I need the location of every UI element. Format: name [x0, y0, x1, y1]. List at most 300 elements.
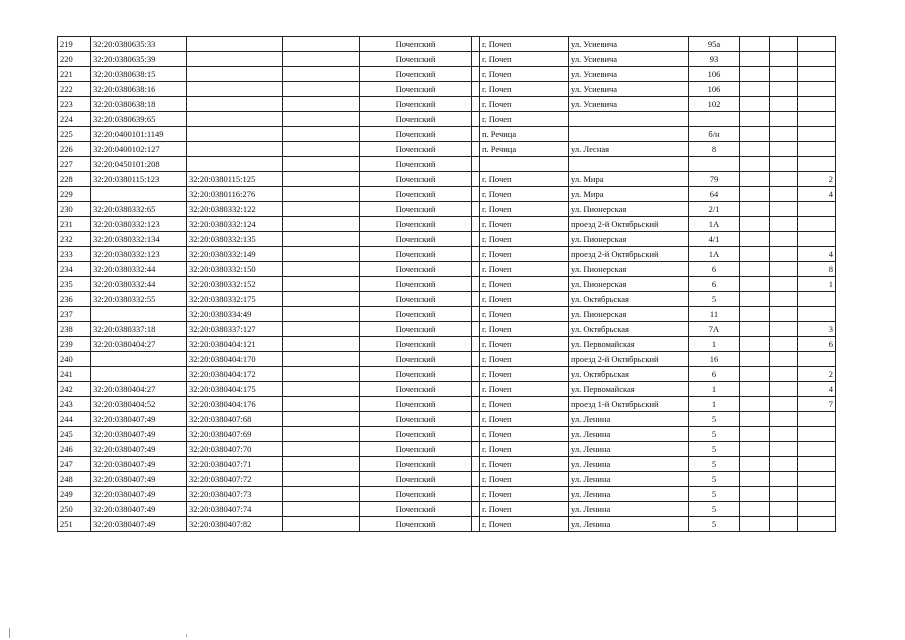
cell-extra-column-2: [770, 217, 798, 232]
cell-house-number: 8: [689, 142, 740, 157]
cell-empty-column: [283, 472, 360, 487]
cell-district: Почепский: [360, 277, 472, 292]
cell-extra-column-2: [770, 232, 798, 247]
cell-cadastral-number-2: 32:20:0380332:175: [187, 292, 283, 307]
cell-street: ул. Усиевича: [569, 37, 689, 52]
cell-row-number: 236: [58, 292, 91, 307]
cell-district: Почепский: [360, 397, 472, 412]
cell-house-number: 5: [689, 292, 740, 307]
cell-cadastral-number-2: [187, 127, 283, 142]
cell-cadastral-number: 32:20:0380635:33: [91, 37, 187, 52]
cell-locality: г. Почеп: [480, 202, 569, 217]
table-row: [58, 172, 836, 187]
cell-quantity: [798, 307, 836, 322]
cell-house-number: 64: [689, 187, 740, 202]
cell-spacer-column: [472, 82, 480, 97]
cell-cadastral-number-2: [187, 157, 283, 172]
cell-empty-column: [283, 112, 360, 127]
cell-empty-column: [283, 67, 360, 82]
cell-house-number: б/н: [689, 127, 740, 142]
cell-empty-column: [283, 277, 360, 292]
cell-street: ул. Пионерская: [569, 277, 689, 292]
cell-cadastral-number-2: 32:20:0380404:121: [187, 337, 283, 352]
cell-row-number: 243: [58, 397, 91, 412]
table-row: [58, 67, 836, 82]
cell-locality: г. Почеп: [480, 67, 569, 82]
cell-empty-column: [283, 52, 360, 67]
cell-cadastral-number-2: 32:20:0380407:70: [187, 442, 283, 457]
cell-row-number: 225: [58, 127, 91, 142]
cell-district: Почепский: [360, 367, 472, 382]
cell-district: Почепский: [360, 337, 472, 352]
cell-extra-column-2: [770, 202, 798, 217]
cell-quantity: 6: [798, 337, 836, 352]
cell-district: Почепский: [360, 67, 472, 82]
cell-extra-column-1: [740, 97, 770, 112]
cell-street: проезд 1-й Октябрьский: [569, 397, 689, 412]
cell-extra-column-1: [740, 337, 770, 352]
cell-cadastral-number: 32:20:0380407:49: [91, 517, 187, 532]
cell-empty-column: [283, 457, 360, 472]
cell-quantity: [798, 127, 836, 142]
cell-spacer-column: [472, 172, 480, 187]
cell-cadastral-number-2: [187, 37, 283, 52]
cell-district: Почепский: [360, 262, 472, 277]
cell-quantity: [798, 232, 836, 247]
cell-extra-column-1: [740, 457, 770, 472]
cell-house-number: 93: [689, 52, 740, 67]
cell-extra-column-2: [770, 397, 798, 412]
cell-cadastral-number-2: 32:20:0380332:122: [187, 202, 283, 217]
cell-district: Почепский: [360, 382, 472, 397]
cell-empty-column: [283, 247, 360, 262]
cell-quantity: 4: [798, 187, 836, 202]
cell-district: Почепский: [360, 487, 472, 502]
cell-extra-column-2: [770, 82, 798, 97]
cell-cadastral-number-2: [187, 82, 283, 97]
cell-extra-column-1: [740, 322, 770, 337]
cell-empty-column: [283, 232, 360, 247]
cell-house-number: 6: [689, 277, 740, 292]
cell-empty-column: [283, 127, 360, 142]
cell-extra-column-1: [740, 397, 770, 412]
cell-row-number: 223: [58, 97, 91, 112]
cell-cadastral-number-2: 32:20:0380407:82: [187, 517, 283, 532]
cell-extra-column-2: [770, 337, 798, 352]
table-row: [58, 397, 836, 412]
cell-district: Почепский: [360, 517, 472, 532]
cell-quantity: [798, 67, 836, 82]
cell-spacer-column: [472, 502, 480, 517]
cell-extra-column-1: [740, 82, 770, 97]
table-row: [58, 82, 836, 97]
cell-street: проезд 2-й Октябрьский: [569, 352, 689, 367]
cell-locality: г. Почеп: [480, 52, 569, 67]
cell-cadastral-number-2: 32:20:0380404:175: [187, 382, 283, 397]
cell-cadastral-number: 32:20:0380639:65: [91, 112, 187, 127]
cell-extra-column-2: [770, 52, 798, 67]
cell-quantity: [798, 52, 836, 67]
cell-cadastral-number-2: 32:20:0380337:127: [187, 322, 283, 337]
cell-district: Почепский: [360, 292, 472, 307]
cell-locality: г. Почеп: [480, 307, 569, 322]
table-row: [58, 112, 836, 127]
cell-spacer-column: [472, 307, 480, 322]
cell-house-number: 5: [689, 412, 740, 427]
cell-spacer-column: [472, 352, 480, 367]
cell-street: ул. Ленина: [569, 442, 689, 457]
cell-locality: г. Почеп: [480, 337, 569, 352]
cell-row-number: 238: [58, 322, 91, 337]
cell-house-number: 79: [689, 172, 740, 187]
cell-locality: г. Почеп: [480, 247, 569, 262]
cell-extra-column-2: [770, 502, 798, 517]
cell-cadastral-number: [91, 307, 187, 322]
cell-spacer-column: [472, 427, 480, 442]
cell-cadastral-number-2: [187, 67, 283, 82]
cell-spacer-column: [472, 457, 480, 472]
cell-row-number: 241: [58, 367, 91, 382]
cell-locality: г. Почеп: [480, 217, 569, 232]
cell-cadastral-number-2: 32:20:0380404:170: [187, 352, 283, 367]
cell-cadastral-number: 32:20:0380638:16: [91, 82, 187, 97]
cell-empty-column: [283, 382, 360, 397]
cell-house-number: 95а: [689, 37, 740, 52]
cell-cadastral-number-2: 32:20:0380332:124: [187, 217, 283, 232]
cell-cadastral-number: 32:20:0380635:39: [91, 52, 187, 67]
cell-quantity: [798, 487, 836, 502]
cell-cadastral-number: [91, 352, 187, 367]
cell-street: ул. Октябрьская: [569, 292, 689, 307]
cell-row-number: 226: [58, 142, 91, 157]
cell-extra-column-2: [770, 67, 798, 82]
cell-cadastral-number: 32:20:0400101:1149: [91, 127, 187, 142]
cell-spacer-column: [472, 232, 480, 247]
cell-quantity: 4: [798, 382, 836, 397]
cell-empty-column: [283, 337, 360, 352]
cell-house-number: 11: [689, 307, 740, 322]
cell-extra-column-2: [770, 517, 798, 532]
cell-cadastral-number: 32:20:0380404:27: [91, 337, 187, 352]
table-row: [58, 382, 836, 397]
cell-locality: г. Почеп: [480, 382, 569, 397]
cell-quantity: 1: [798, 277, 836, 292]
cell-extra-column-2: [770, 157, 798, 172]
cell-street: ул. Ленина: [569, 427, 689, 442]
table-row: [58, 52, 836, 67]
cell-house-number: 1А: [689, 217, 740, 232]
cell-cadastral-number: 32:20:0380404:52: [91, 397, 187, 412]
table-row: [58, 457, 836, 472]
cell-extra-column-2: [770, 187, 798, 202]
cell-locality: г. Почеп: [480, 397, 569, 412]
cell-locality: г. Почеп: [480, 487, 569, 502]
cell-extra-column-1: [740, 502, 770, 517]
cell-district: Почепский: [360, 157, 472, 172]
cell-house-number: 7А: [689, 322, 740, 337]
cell-spacer-column: [472, 67, 480, 82]
cell-quantity: [798, 442, 836, 457]
table-row: [58, 412, 836, 427]
cell-row-number: 229: [58, 187, 91, 202]
cell-extra-column-2: [770, 292, 798, 307]
cell-house-number: [689, 157, 740, 172]
cell-house-number: 5: [689, 517, 740, 532]
cell-cadastral-number: 32:20:0380404:27: [91, 382, 187, 397]
cell-empty-column: [283, 307, 360, 322]
cell-locality: г. Почеп: [480, 112, 569, 127]
cell-district: Почепский: [360, 127, 472, 142]
cell-quantity: 7: [798, 397, 836, 412]
cell-cadastral-number: 32:20:0380407:49: [91, 502, 187, 517]
cell-street: ул. Первомайская: [569, 382, 689, 397]
cell-empty-column: [283, 427, 360, 442]
cell-extra-column-2: [770, 352, 798, 367]
cell-cadastral-number: 32:20:0380638:15: [91, 67, 187, 82]
cell-district: Почепский: [360, 427, 472, 442]
cell-house-number: 5: [689, 487, 740, 502]
cell-extra-column-2: [770, 37, 798, 52]
cell-house-number: 102: [689, 97, 740, 112]
cell-locality: [480, 157, 569, 172]
cell-quantity: [798, 157, 836, 172]
cell-district: Почепский: [360, 52, 472, 67]
cell-locality: г. Почеп: [480, 367, 569, 382]
cell-empty-column: [283, 97, 360, 112]
cell-extra-column-1: [740, 67, 770, 82]
cell-house-number: 106: [689, 82, 740, 97]
cell-extra-column-1: [740, 187, 770, 202]
cell-empty-column: [283, 292, 360, 307]
cell-extra-column-2: [770, 442, 798, 457]
cell-quantity: [798, 412, 836, 427]
cell-row-number: 232: [58, 232, 91, 247]
cell-district: Почепский: [360, 37, 472, 52]
table-row: [58, 157, 836, 172]
cell-row-number: 221: [58, 67, 91, 82]
cell-extra-column-1: [740, 142, 770, 157]
cell-row-number: 242: [58, 382, 91, 397]
cell-house-number: 5: [689, 502, 740, 517]
cell-street: ул. Ленина: [569, 487, 689, 502]
cell-street: ул. Пионерская: [569, 307, 689, 322]
table-row: [58, 517, 836, 532]
cell-extra-column-1: [740, 382, 770, 397]
cell-house-number: 1: [689, 337, 740, 352]
cell-cadastral-number: 32:20:0380332:123: [91, 217, 187, 232]
table-row: [58, 307, 836, 322]
table-row: [58, 427, 836, 442]
cell-spacer-column: [472, 322, 480, 337]
cell-locality: г. Почеп: [480, 412, 569, 427]
cell-quantity: 3: [798, 322, 836, 337]
cell-cadastral-number-2: 32:20:0380116:276: [187, 187, 283, 202]
cell-street: ул. Усиевича: [569, 82, 689, 97]
cell-street: ул. Первомайская: [569, 337, 689, 352]
cell-quantity: 2: [798, 172, 836, 187]
cell-cadastral-number: 32:20:0380407:49: [91, 442, 187, 457]
cell-extra-column-2: [770, 367, 798, 382]
cell-locality: г. Почеп: [480, 37, 569, 52]
cell-quantity: [798, 82, 836, 97]
cell-quantity: [798, 472, 836, 487]
cell-district: Почепский: [360, 457, 472, 472]
cell-quantity: [798, 457, 836, 472]
cell-locality: г. Почеп: [480, 172, 569, 187]
cell-extra-column-1: [740, 427, 770, 442]
cell-row-number: 219: [58, 37, 91, 52]
cell-district: Почепский: [360, 502, 472, 517]
cell-extra-column-1: [740, 292, 770, 307]
cell-extra-column-1: [740, 277, 770, 292]
cell-house-number: 6: [689, 367, 740, 382]
cell-cadastral-number-2: [187, 142, 283, 157]
cell-district: Почепский: [360, 202, 472, 217]
cell-spacer-column: [472, 142, 480, 157]
cell-cadastral-number: 32:20:0380407:49: [91, 427, 187, 442]
cell-locality: п. Речица: [480, 142, 569, 157]
cell-spacer-column: [472, 112, 480, 127]
table-row: [58, 247, 836, 262]
cell-district: Почепский: [360, 247, 472, 262]
cell-locality: г. Почеп: [480, 472, 569, 487]
cell-locality: г. Почеп: [480, 97, 569, 112]
cell-house-number: 6: [689, 262, 740, 277]
cell-row-number: 234: [58, 262, 91, 277]
table-row: [58, 487, 836, 502]
cell-locality: г. Почеп: [480, 427, 569, 442]
cell-empty-column: [283, 157, 360, 172]
cell-district: Почепский: [360, 217, 472, 232]
cell-extra-column-1: [740, 157, 770, 172]
cell-empty-column: [283, 412, 360, 427]
cell-spacer-column: [472, 37, 480, 52]
cell-extra-column-2: [770, 427, 798, 442]
cell-extra-column-1: [740, 52, 770, 67]
cell-cadastral-number-2: 32:20:0380334:49: [187, 307, 283, 322]
cell-house-number: 1А: [689, 247, 740, 262]
cell-district: Почепский: [360, 412, 472, 427]
cell-house-number: 5: [689, 442, 740, 457]
cell-quantity: [798, 427, 836, 442]
cell-district: Почепский: [360, 142, 472, 157]
cell-locality: г. Почеп: [480, 232, 569, 247]
cell-locality: п. Речица: [480, 127, 569, 142]
cell-spacer-column: [472, 517, 480, 532]
cell-district: Почепский: [360, 187, 472, 202]
cell-street: ул. Лесная: [569, 142, 689, 157]
cell-row-number: 235: [58, 277, 91, 292]
cell-extra-column-2: [770, 472, 798, 487]
cell-street: ул. Усиевича: [569, 67, 689, 82]
cell-cadastral-number-2: 32:20:0380407:72: [187, 472, 283, 487]
cell-row-number: 247: [58, 457, 91, 472]
cell-cadastral-number-2: [187, 112, 283, 127]
table-row: [58, 142, 836, 157]
cell-street: проезд 2-й Октябрьский: [569, 247, 689, 262]
cell-row-number: 246: [58, 442, 91, 457]
cell-row-number: 240: [58, 352, 91, 367]
cell-row-number: 228: [58, 172, 91, 187]
cell-cadastral-number: 32:20:0380332:55: [91, 292, 187, 307]
cell-empty-column: [283, 517, 360, 532]
cell-cadastral-number-2: [187, 97, 283, 112]
cell-house-number: 5: [689, 472, 740, 487]
cell-cadastral-number-2: [187, 52, 283, 67]
cell-street: ул. Пионерская: [569, 262, 689, 277]
cell-extra-column-2: [770, 142, 798, 157]
cell-extra-column-1: [740, 202, 770, 217]
cell-cadastral-number-2: 32:20:0380407:68: [187, 412, 283, 427]
cell-street: ул. Ленина: [569, 502, 689, 517]
cell-cadastral-number-2: 32:20:0380332:135: [187, 232, 283, 247]
cell-district: Почепский: [360, 232, 472, 247]
cell-quantity: 4: [798, 247, 836, 262]
scan-edge-dot: [186, 634, 187, 637]
cell-empty-column: [283, 502, 360, 517]
cell-empty-column: [283, 262, 360, 277]
cell-locality: г. Почеп: [480, 277, 569, 292]
cell-spacer-column: [472, 97, 480, 112]
cell-extra-column-2: [770, 247, 798, 262]
cell-street: ул. Октябрьская: [569, 322, 689, 337]
cell-street: ул. Ленина: [569, 412, 689, 427]
cell-row-number: 237: [58, 307, 91, 322]
cell-house-number: 1: [689, 382, 740, 397]
cell-street: ул. Ленина: [569, 457, 689, 472]
cell-cadastral-number: 32:20:0380638:18: [91, 97, 187, 112]
table-row: [58, 322, 836, 337]
table-row: [58, 337, 836, 352]
cell-district: Почепский: [360, 97, 472, 112]
cell-quantity: [798, 217, 836, 232]
cell-extra-column-1: [740, 367, 770, 382]
cell-quantity: [798, 292, 836, 307]
cell-cadastral-number-2: 32:20:0380407:74: [187, 502, 283, 517]
cell-cadastral-number: 32:20:0380332:44: [91, 277, 187, 292]
cell-empty-column: [283, 322, 360, 337]
cell-extra-column-1: [740, 352, 770, 367]
cell-house-number: 2/1: [689, 202, 740, 217]
cell-empty-column: [283, 487, 360, 502]
cell-cadastral-number: 32:20:0380332:44: [91, 262, 187, 277]
cell-empty-column: [283, 142, 360, 157]
cell-cadastral-number-2: 32:20:0380332:149: [187, 247, 283, 262]
cell-extra-column-1: [740, 112, 770, 127]
cell-empty-column: [283, 352, 360, 367]
cell-empty-column: [283, 187, 360, 202]
cell-street: [569, 112, 689, 127]
cell-extra-column-2: [770, 322, 798, 337]
cell-extra-column-2: [770, 262, 798, 277]
cell-quantity: [798, 517, 836, 532]
cell-extra-column-2: [770, 307, 798, 322]
cell-locality: г. Почеп: [480, 322, 569, 337]
cell-cadastral-number: 32:20:0380407:49: [91, 487, 187, 502]
cell-district: Почепский: [360, 322, 472, 337]
table-row: [58, 97, 836, 112]
cell-spacer-column: [472, 472, 480, 487]
register-table-body: [58, 37, 836, 532]
cell-cadastral-number-2: 32:20:0380115:125: [187, 172, 283, 187]
cell-spacer-column: [472, 127, 480, 142]
cell-extra-column-1: [740, 412, 770, 427]
cell-row-number: 227: [58, 157, 91, 172]
cell-street: ул. Октябрьская: [569, 367, 689, 382]
cell-street: ул. Мира: [569, 187, 689, 202]
table-row: [58, 217, 836, 232]
cell-house-number: 5: [689, 427, 740, 442]
